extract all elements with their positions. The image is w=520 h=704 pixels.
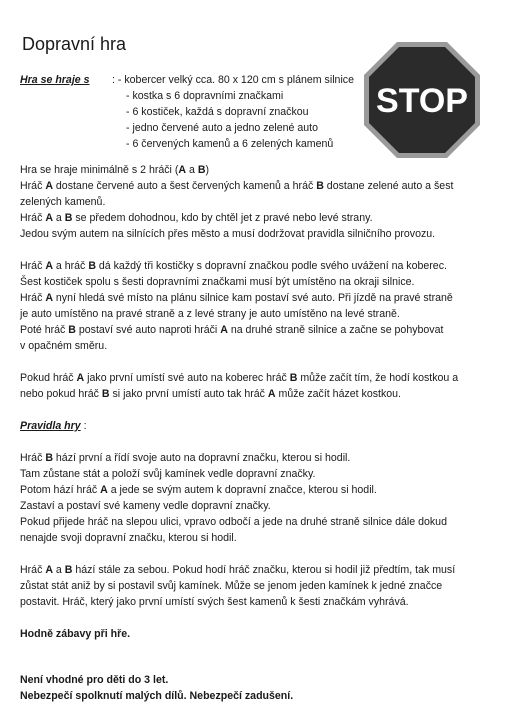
player-letter: B xyxy=(45,452,53,464)
text-line xyxy=(20,258,500,274)
text-run: Poté hráč xyxy=(20,324,69,336)
text-run: Pokud přijede hráč na slepou ulici, vpravo odbočí a jede na druhé straně silnice dále dokud xyxy=(20,516,447,528)
warning-age: Není vhodné pro děti do 3 let. xyxy=(20,674,169,686)
text-run: a xyxy=(52,564,65,576)
text-line xyxy=(20,162,500,178)
text-run: Šest kostiček spolu s šesti dopravními značkami musí být umístěno na okraji silnice. xyxy=(20,276,415,288)
rules-continued-paragraph xyxy=(20,562,500,610)
stop-sign-text: STOP xyxy=(376,82,468,120)
rules-paragraph xyxy=(20,450,500,546)
text-run: Hráč xyxy=(20,260,46,272)
player-letter: A xyxy=(178,164,187,176)
text-line xyxy=(20,594,500,610)
page-title: Dopravní hra xyxy=(22,34,127,54)
player-letter: B xyxy=(316,180,324,192)
text-run: a xyxy=(52,212,65,224)
rules-heading xyxy=(20,418,500,434)
text-run: dostane zelené auto a šest xyxy=(323,180,454,192)
text-line xyxy=(20,466,500,482)
text-run: Hra se hraje minimálně s 2 hráči ( xyxy=(20,164,179,176)
text-line xyxy=(20,370,500,386)
text-line xyxy=(20,178,500,194)
text-run: je auto umístěno na pravé straně a z levé strany je auto umístěno na levé straně. xyxy=(20,308,400,320)
text-run: zůstat stát aniž by si postavil svůj kamínek. Může se jenom jeden kamínek k jedné značce xyxy=(20,580,443,592)
rules-colon: : xyxy=(83,420,87,432)
text-line xyxy=(20,338,500,354)
text-run: postavit. Hráč, který jako první umístí svých šest kamenů k šesti značkám vyhrává. xyxy=(20,596,409,608)
player-letter: A xyxy=(45,212,53,224)
text-line xyxy=(20,322,500,338)
fun-message: Hodně zábavy při hře. xyxy=(20,628,131,640)
text-line xyxy=(20,498,500,514)
equipment-item: - 6 kostiček, každá s dopravní značkou xyxy=(126,106,309,118)
player-letter: A xyxy=(100,484,108,496)
text-run: a jede se svým autem k dopravní značce, kterou si hodil. xyxy=(107,484,377,496)
text-run: se předem dohodnou, kdo by chtěl jet z pravé nebo levé strany. xyxy=(72,212,373,224)
text-run: Pokud hráč xyxy=(20,372,77,384)
player-letter: A xyxy=(220,324,228,336)
text-run: hází první a řídí svoje auto na dopravní značku, kterou si hodil. xyxy=(52,452,351,464)
player-letter: A xyxy=(45,180,53,192)
player-letter: B xyxy=(289,372,298,384)
text-line xyxy=(20,210,500,226)
equipment-item: : - kobercer velký cca. 80 x 120 cm s plánem silnice xyxy=(112,74,354,86)
equipment-section xyxy=(20,72,360,152)
player-letter: B xyxy=(101,388,110,400)
text-run: a xyxy=(186,164,198,176)
text-run: v opačném směru. xyxy=(20,340,108,352)
player-letter: B xyxy=(64,564,73,576)
text-run: nyní hledá své místo na plánu silnice kam postaví své auto. Při jízdě na pravé straně xyxy=(52,292,453,304)
equipment-item: - kostka s 6 dopravními značkami xyxy=(126,90,284,102)
text-line xyxy=(20,194,500,210)
equipment-label: Hra se hraje s xyxy=(20,74,90,86)
text-run: ) xyxy=(205,164,209,176)
intro-paragraph xyxy=(20,162,500,242)
text-run: hází stále za sebou. Pokud hodí hráč značku, kterou si hodil již předtím, tak musí xyxy=(72,564,456,576)
rules-label: Pravidla hry xyxy=(20,420,81,432)
player-letter: A xyxy=(76,372,85,384)
text-line xyxy=(20,482,500,498)
text-run: může začít tím, že hodí kostkou a xyxy=(297,372,459,384)
text-run: na druhé straně silnice a začne se pohybovat xyxy=(227,324,444,336)
text-run: nebo pokud hráč xyxy=(20,388,102,400)
player-letter: B xyxy=(197,164,206,176)
text-line xyxy=(20,386,500,402)
text-line xyxy=(20,226,500,242)
player-letter: A xyxy=(45,260,53,272)
text-run: nenajde svoji dopravní značku, kterou si hodil. xyxy=(20,532,237,544)
text-run: Hráč xyxy=(20,452,46,464)
player-letter: A xyxy=(267,388,276,400)
player-letter: B xyxy=(68,324,76,336)
text-run: Hráč xyxy=(20,292,46,304)
text-line xyxy=(20,578,500,594)
text-run: Tam zůstane stát a položí svůj kamínek vedle dopravní značky. xyxy=(20,468,316,480)
text-line xyxy=(20,450,500,466)
text-run: jako první umístí své auto na koberec hráč xyxy=(84,372,290,384)
warning-choking: Nebezpečí spolknutí malých dílů. Nebezpečí zadušení. xyxy=(20,690,294,702)
text-run: Zastaví a postaví své kameny vedle dopravní značky. xyxy=(20,500,271,512)
player-letter: A xyxy=(45,564,53,576)
equipment-item: - 6 červených kamenů a 6 zelených kamenů xyxy=(126,138,334,150)
player-letter: B xyxy=(88,260,96,272)
text-run: Hráč xyxy=(20,212,46,224)
stop-sign-icon xyxy=(362,40,482,160)
text-line xyxy=(20,562,500,578)
text-run: dá každý tři kostičky s dopravní značkou podle svého uvážení na koberec. xyxy=(95,260,447,272)
start-paragraph xyxy=(20,370,500,402)
setup-paragraph xyxy=(20,258,500,354)
equipment-list xyxy=(112,72,354,152)
text-run: postaví své auto naproti hráči xyxy=(75,324,221,336)
equipment-item: - jedno červené auto a jedno zelené auto xyxy=(126,122,319,134)
text-line xyxy=(20,274,500,290)
text-run: zelených kamenů. xyxy=(20,196,106,208)
text-line xyxy=(20,530,500,546)
text-run: si jako první umístí auto tak hráč xyxy=(109,388,268,400)
text-run: Hráč xyxy=(20,180,46,192)
text-run: Potom hází hráč xyxy=(20,484,101,496)
text-line xyxy=(20,306,500,322)
text-run: může začít házet kostkou. xyxy=(275,388,401,400)
text-run: Hráč xyxy=(20,564,46,576)
text-run: a hráč xyxy=(52,260,89,272)
text-line xyxy=(20,290,500,306)
player-letter: B xyxy=(64,212,73,224)
player-letter: A xyxy=(45,292,53,304)
text-run: dostane červené auto a šest červených kamenů a hráč xyxy=(52,180,317,192)
text-line xyxy=(20,514,500,530)
text-run: Jedou svým autem na silnících přes město a musí dodržovat pravidla silničního provozu. xyxy=(20,228,436,240)
